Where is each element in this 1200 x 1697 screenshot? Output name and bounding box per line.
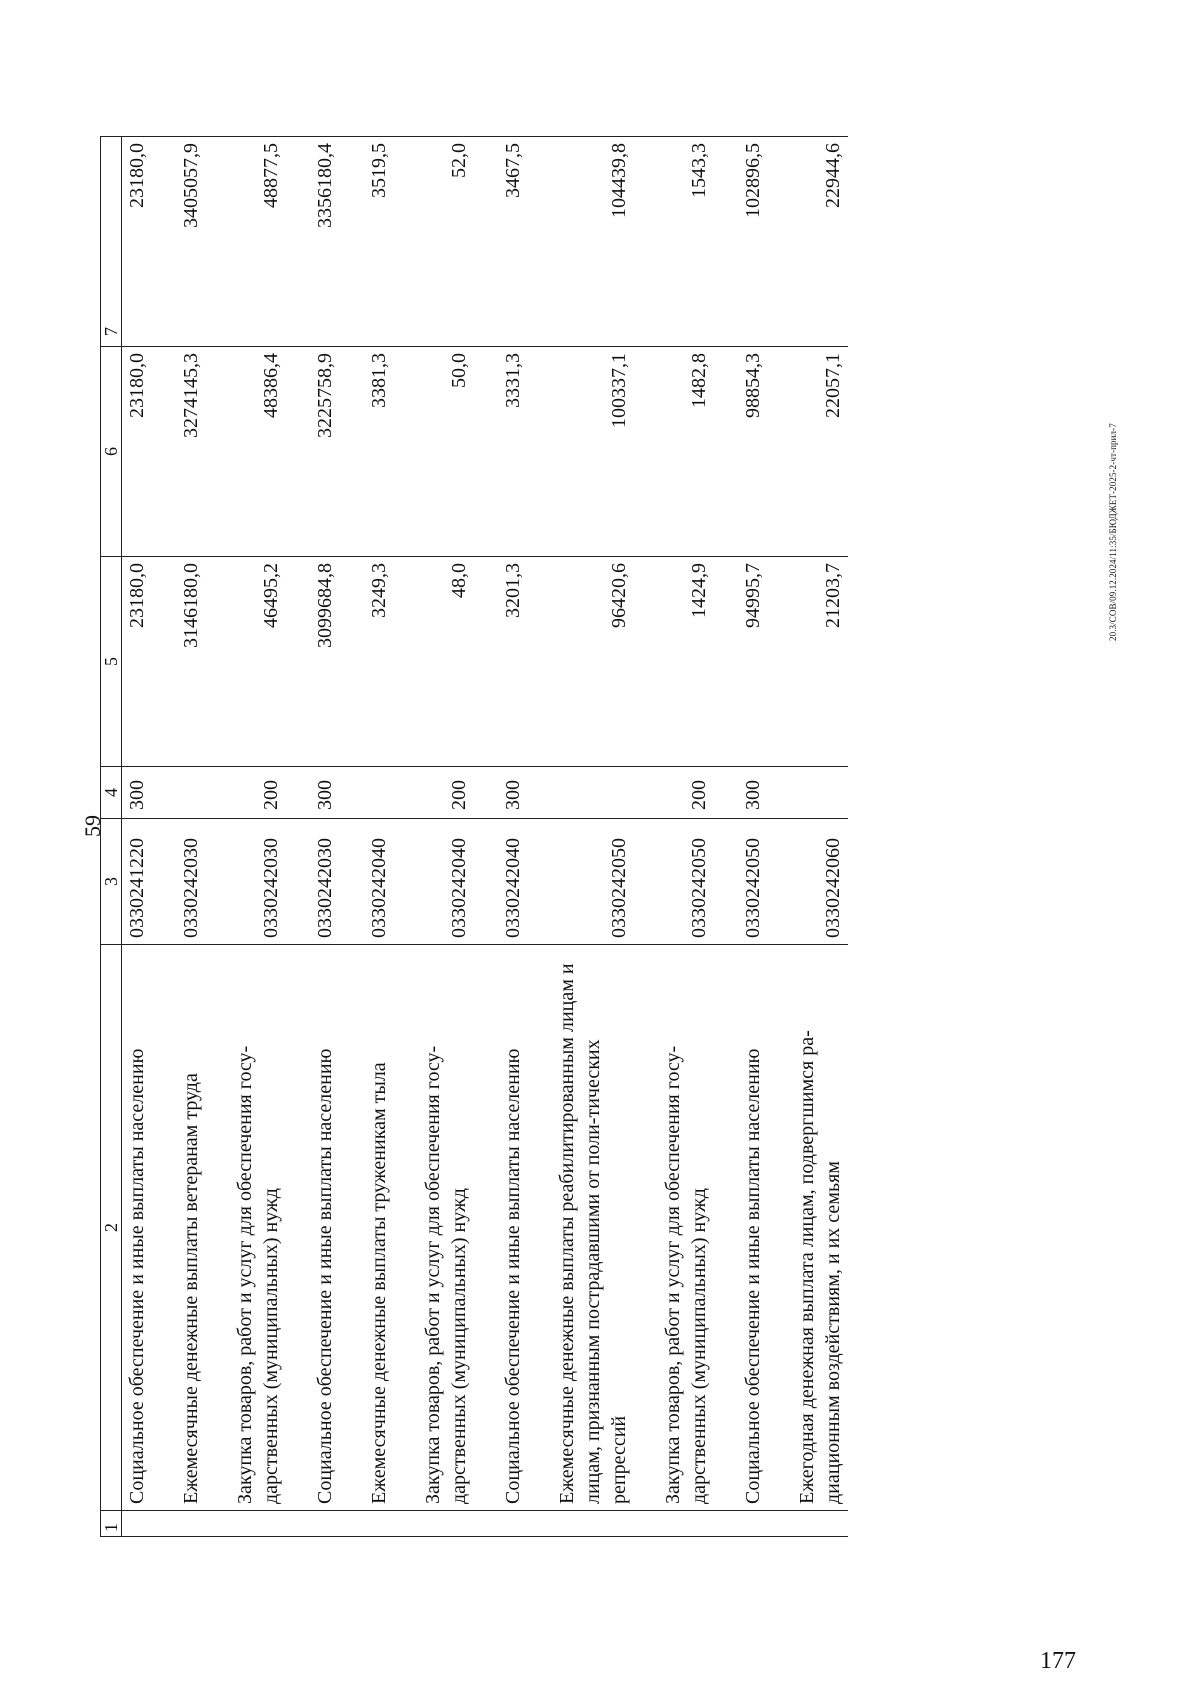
row-name-cell: Социальное обеспечение и иные выплаты населению — [472, 945, 526, 1511]
row-amount-5-cell: 48,0 — [392, 557, 472, 767]
row-code-cell: 0330242050 — [632, 819, 712, 945]
row-name-cell: Закупка товаров, работ и услуг для обеспечения госу-дарственных (муниципальных) нужд — [392, 945, 472, 1511]
header-cell-4: 4 — [101, 767, 122, 819]
header-cell-3: 3 — [101, 819, 122, 945]
row-amount-6-cell: 3225758,9 — [284, 347, 338, 557]
row-code-cell: 0330242060 — [766, 819, 848, 945]
row-code-cell: 0330242030 — [150, 819, 204, 945]
row-amount-5-cell: 46495,2 — [204, 557, 284, 767]
row-amount-6-cell: 23180,0 — [122, 347, 151, 557]
header-cell-1: 1 — [101, 1511, 122, 1537]
document-footer-code: 20.3/СОВ/09.12.2024/11:35/БЮДЖЕТ-2025-2-чт-прил-7 — [1108, 423, 1118, 641]
row-amount-5-cell: 94995,7 — [712, 557, 766, 767]
row-expense-type-cell: 300 — [712, 767, 766, 819]
row-amount-5-cell: 23180,0 — [122, 557, 151, 767]
row-name-cell: Закупка товаров, работ и услуг для обеспечения госу-дарственных (муниципальных) нужд — [632, 945, 712, 1511]
table-row — [632, 137, 712, 1537]
table-row — [472, 137, 526, 1537]
row-amount-6-cell: 98854,3 — [712, 347, 766, 557]
page-number: 59 — [80, 815, 105, 837]
header-cell-7: 7 — [101, 137, 122, 347]
row-expense-type-cell: 200 — [632, 767, 712, 819]
table-row — [284, 137, 338, 1537]
row-number-cell — [338, 1511, 392, 1537]
row-number-cell — [472, 1511, 526, 1537]
table-header-row — [101, 137, 122, 1537]
row-name-cell: Социальное обеспечение и иные выплаты населению — [712, 945, 766, 1511]
row-amount-6-cell: 1482,8 — [632, 347, 712, 557]
row-amount-6-cell: 3331,3 — [472, 347, 526, 557]
row-amount-6-cell: 48386,4 — [204, 347, 284, 557]
row-amount-6-cell: 3274145,3 — [150, 347, 204, 557]
row-amount-7-cell: 48877,5 — [204, 137, 284, 347]
row-code-cell: 0330241220 — [122, 819, 151, 945]
row-name-cell: Ежемесячные денежные выплаты ветеранам труда — [150, 945, 204, 1511]
row-code-cell: 0330242050 — [526, 819, 632, 945]
row-amount-6-cell: 22057,1 — [766, 347, 848, 557]
table-row — [150, 137, 204, 1537]
header-cell-6: 6 — [101, 347, 122, 557]
row-amount-7-cell: 102896,5 — [712, 137, 766, 347]
row-amount-5-cell: 96420,6 — [526, 557, 632, 767]
table-row — [338, 137, 392, 1537]
row-amount-5-cell: 3099684,8 — [284, 557, 338, 767]
row-name-cell: Ежегодная денежная выплата лицам, подвергшимся ра-диационным воздействиям, и их семьям — [766, 945, 848, 1511]
row-name-cell: Социальное обеспечение и иные выплаты населению — [122, 945, 151, 1511]
budget-table — [100, 136, 848, 1537]
row-number-cell — [284, 1511, 338, 1537]
row-code-cell: 0330242040 — [338, 819, 392, 945]
header-cell-2: 2 — [101, 945, 122, 1511]
row-expense-type-cell — [150, 767, 204, 819]
table-row — [122, 137, 151, 1537]
row-name-cell: Ежемесячные денежные выплаты труженикам тыла — [338, 945, 392, 1511]
row-amount-7-cell: 1543,3 — [632, 137, 712, 347]
row-amount-7-cell: 104439,8 — [526, 137, 632, 347]
row-amount-7-cell: 3405057,9 — [150, 137, 204, 347]
row-number-cell — [526, 1511, 632, 1537]
row-code-cell: 0330242040 — [392, 819, 472, 945]
row-amount-7-cell: 23180,0 — [122, 137, 151, 347]
row-expense-type-cell: 200 — [204, 767, 284, 819]
row-amount-5-cell: 3146180,0 — [150, 557, 204, 767]
row-amount-5-cell: 21203,7 — [766, 557, 848, 767]
table-row — [392, 137, 472, 1537]
row-number-cell — [204, 1511, 284, 1537]
row-name-cell: Социальное обеспечение и иные выплаты населению — [284, 945, 338, 1511]
row-amount-6-cell: 50,0 — [392, 347, 472, 557]
row-amount-5-cell: 1424,9 — [632, 557, 712, 767]
row-amount-7-cell: 3519,5 — [338, 137, 392, 347]
row-number-cell — [150, 1511, 204, 1537]
row-name-cell: Ежемесячные денежные выплаты реабилитированным лицам и лицам, признанным пострадавшими от поли-тических репрессий — [526, 945, 632, 1511]
row-expense-type-cell — [338, 767, 392, 819]
row-number-cell — [766, 1511, 848, 1537]
row-code-cell: 0330242050 — [712, 819, 766, 945]
row-amount-5-cell: 3249,3 — [338, 557, 392, 767]
row-amount-6-cell: 3381,3 — [338, 347, 392, 557]
row-code-cell: 0330242040 — [472, 819, 526, 945]
row-expense-type-cell — [766, 767, 848, 819]
row-name-cell: Закупка товаров, работ и услуг для обеспечения госу-дарственных (муниципальных) нужд — [204, 945, 284, 1511]
row-expense-type-cell: 300 — [284, 767, 338, 819]
row-amount-7-cell: 52,0 — [392, 137, 472, 347]
row-amount-7-cell: 3356180,4 — [284, 137, 338, 347]
row-expense-type-cell: 200 — [392, 767, 472, 819]
table-row — [766, 137, 848, 1537]
row-number-cell — [392, 1511, 472, 1537]
row-code-cell: 0330242030 — [204, 819, 284, 945]
row-amount-7-cell: 3467,5 — [472, 137, 526, 347]
row-expense-type-cell: 300 — [472, 767, 526, 819]
row-amount-7-cell: 22944,6 — [766, 137, 848, 347]
header-cell-5: 5 — [101, 557, 122, 767]
row-expense-type-cell — [526, 767, 632, 819]
row-amount-6-cell: 100337,1 — [526, 347, 632, 557]
table-row — [712, 137, 766, 1537]
table-row — [526, 137, 632, 1537]
row-amount-5-cell: 3201,3 — [472, 557, 526, 767]
row-number-cell — [712, 1511, 766, 1537]
table-row — [204, 137, 284, 1537]
row-number-cell — [632, 1511, 712, 1537]
scan-page-number: 177 — [1040, 1648, 1076, 1674]
row-code-cell: 0330242030 — [284, 819, 338, 945]
row-expense-type-cell: 300 — [122, 767, 151, 819]
row-number-cell — [122, 1511, 151, 1537]
